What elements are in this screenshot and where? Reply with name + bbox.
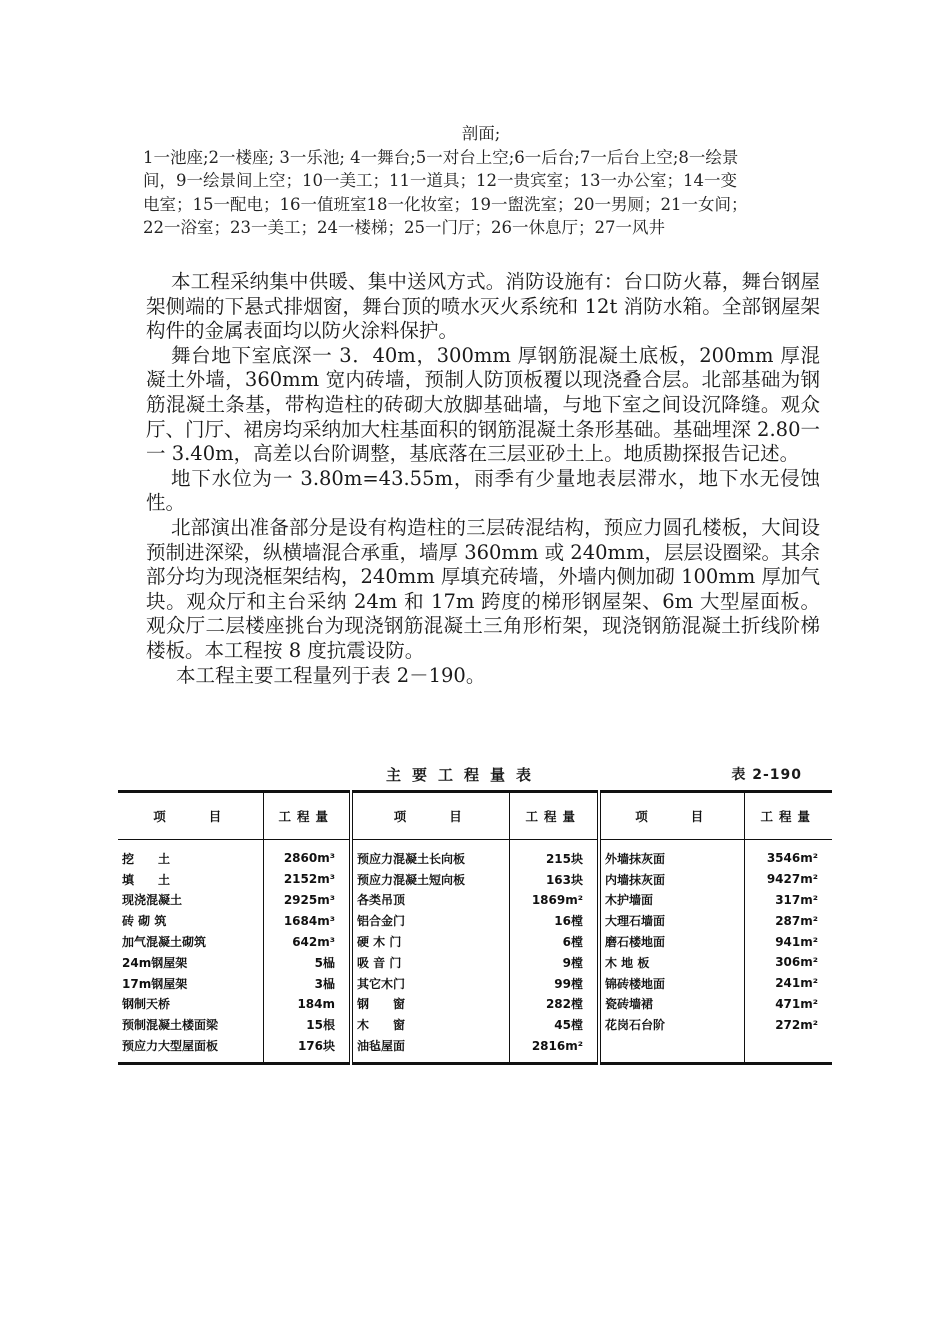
item-name: 各类吊顶 xyxy=(351,890,509,911)
item-quantity: 241m² xyxy=(775,976,818,991)
item-name: 预应力大型屋面板 xyxy=(118,1035,263,1063)
table-row xyxy=(118,973,832,994)
item-name: 木 地 板 xyxy=(599,952,744,973)
paragraph-foundation: 舞台地下室底深一 3．40m，300mm 厚钢筋混凝土底板，200mm 厚混凝土外墙，360mm 宽内砖墙，预制人防顶板覆以现浇叠合层。北部基础为钢筋混凝土条基，带构造柱的砖砌大放脚基础墙，与地下室之间设沉降缝。观众厅、门厅、裙房均采纳加大柱基面积的钢筋混凝土条形基础。基础埋深 2.80一一 3.40m，高差以台阶调整，基底落在三层亚砂土上。地质勘探报告记述。 xyxy=(146,343,820,466)
table-row xyxy=(118,1014,832,1035)
item-name: 预应力混凝土短向板 xyxy=(351,869,509,890)
table-header-bar xyxy=(118,762,832,786)
item-quantity: 2816m² xyxy=(509,1035,599,1063)
item-quantity: 1684m³ xyxy=(263,910,351,931)
paragraph-heating: 本工程采纳集中供暖、集中送风方式。消防设施有：台口防火幕，舞台钢屋架侧端的下悬式排烟窗，舞台顶的喷水灭火系统和 12t 消防水箱。全部钢屋架构件的金属表面均以防火涂料保护。 xyxy=(146,270,820,343)
item-name: 加气混凝土砌筑 xyxy=(118,931,263,952)
table-row xyxy=(118,869,832,890)
table-row xyxy=(118,1035,832,1063)
item-quantity: 15根 xyxy=(263,1014,351,1035)
item-name: 铝合金门 xyxy=(351,910,509,931)
caption-line: 22一浴室；23一美工；24一楼梯；25一门厅；26一休息厅；27一风井 xyxy=(143,218,665,237)
item-quantity: 9樘 xyxy=(509,952,599,973)
caption-line: 电室；15一配电；16一值班室18一化妆室；19一盥洗室；20一男厕；21一女间； xyxy=(143,194,748,214)
item-name: 油毡屋面 xyxy=(351,1035,509,1063)
item-name: 瓷砖墙裙 xyxy=(599,994,744,1015)
item-name: 花岗石台阶 xyxy=(599,1014,744,1035)
item-quantity: 471m² xyxy=(775,996,818,1011)
item-quantity: 3榀 xyxy=(263,973,351,994)
item-name: 钢制天桥 xyxy=(118,994,263,1015)
column-header: 工程量 xyxy=(744,792,832,840)
table-title: 主要工程量表 xyxy=(386,766,543,784)
item-quantity: 2925m³ xyxy=(263,890,351,911)
column-header: 项 目 xyxy=(118,792,263,840)
item-quantity: 3546m² xyxy=(766,851,818,866)
item-quantity: 306m² xyxy=(775,955,818,970)
table-header-row xyxy=(118,792,832,840)
quantities-table xyxy=(118,790,832,1065)
column-header: 项 目 xyxy=(351,792,509,840)
item-quantity: 6樘 xyxy=(509,931,599,952)
item-name: 大理石墙面 xyxy=(599,910,744,931)
table-row xyxy=(118,840,832,869)
caption-title: 剖面; xyxy=(461,124,501,143)
item-quantity: 642m³ xyxy=(263,931,351,952)
item-quantity xyxy=(744,1035,832,1063)
item-quantity: 1869m² xyxy=(509,890,599,911)
figure-caption xyxy=(143,122,819,240)
item-name xyxy=(599,1035,744,1063)
item-name: 现浇混凝土 xyxy=(118,890,263,911)
item-quantity: 317m² xyxy=(775,892,818,907)
item-name: 砖 砌 筑 xyxy=(118,910,263,931)
item-quantity: 282樘 xyxy=(509,994,599,1015)
table-row xyxy=(118,994,832,1015)
item-name: 预制混凝土楼面梁 xyxy=(118,1014,263,1035)
item-quantity: 176块 xyxy=(263,1035,351,1063)
item-name: 钢 窗 xyxy=(351,994,509,1015)
table-number: 表 2-190 xyxy=(731,767,802,783)
item-quantity: 5榀 xyxy=(263,952,351,973)
paragraph-groundwater: 地下水位为一 3.80m=43.55m，雨季有少量地表层滞水，地下水无侵蚀性。 xyxy=(146,466,820,515)
caption-line: 1一池座;2一楼座; 3一乐池; 4一舞台;5一对台上空;6一后台;7一后台上空;8一绘景 xyxy=(143,147,739,167)
item-name: 内墙抹灰面 xyxy=(599,869,744,890)
table-row xyxy=(118,931,832,952)
item-quantity: 9427m² xyxy=(766,872,818,887)
item-quantity: 2860m³ xyxy=(263,840,351,869)
column-header: 项 目 xyxy=(599,792,744,840)
item-quantity: 45樘 xyxy=(509,1014,599,1035)
item-name: 磨石楼地面 xyxy=(599,931,744,952)
caption-line: 间，9一绘景间上空；10一美工；11一道具；12一贵宾室；13一办公室；14一变 xyxy=(143,171,737,190)
item-name: 锦砖楼地面 xyxy=(599,973,744,994)
paragraph-structure: 北部演出准备部分是设有构造柱的三层砖混结构，预应力圆孔楼板，大间设预制进深梁，纵横墙混合承重，墙厚 360mm 或 240mm，层层设圈梁。其余部分均为现浇框架结构，240mm 厚填充砖墙，外墙内侧加砌 100mm 厚加气块。观众厅和主台采纳 24m 和 17m 跨度的梯形钢屋架、6m 大型屋面板。观众厅二层楼座挑台为现浇钢筋混凝土三角形桁架，现浇钢筋混凝土折线阶梯楼板。本工程按 8 度抗震设防。 xyxy=(146,515,820,662)
item-quantity: 287m² xyxy=(775,913,818,928)
column-header: 工程量 xyxy=(509,792,599,840)
item-name: 预应力混凝土长向板 xyxy=(351,840,509,869)
item-name: 17m钢屋架 xyxy=(118,973,263,994)
item-quantity: 941m² xyxy=(775,934,818,949)
item-name: 木护墙面 xyxy=(599,890,744,911)
item-name: 挖 土 xyxy=(118,840,263,869)
column-header: 工程量 xyxy=(263,792,351,840)
table-row xyxy=(118,890,832,911)
item-quantity: 215块 xyxy=(509,840,599,869)
item-name: 吸 音 门 xyxy=(351,952,509,973)
item-name: 其它木门 xyxy=(351,973,509,994)
body-text xyxy=(146,270,820,688)
item-quantity: 2152m³ xyxy=(263,869,351,890)
item-name: 24m钢屋架 xyxy=(118,952,263,973)
item-quantity: 184m xyxy=(263,994,351,1015)
item-name: 填 土 xyxy=(118,869,263,890)
item-quantity: 99樘 xyxy=(509,973,599,994)
item-quantity: 16樘 xyxy=(509,910,599,931)
paragraph-table-intro: 本工程主要工程量列于表 2－190。 xyxy=(176,663,486,687)
table-row xyxy=(118,910,832,931)
table-row xyxy=(118,952,832,973)
item-name: 硬 木 门 xyxy=(351,931,509,952)
item-name: 木 窗 xyxy=(351,1014,509,1035)
item-quantity: 163块 xyxy=(509,869,599,890)
item-name: 外墙抹灰面 xyxy=(599,840,744,869)
item-quantity: 272m² xyxy=(775,1017,818,1032)
